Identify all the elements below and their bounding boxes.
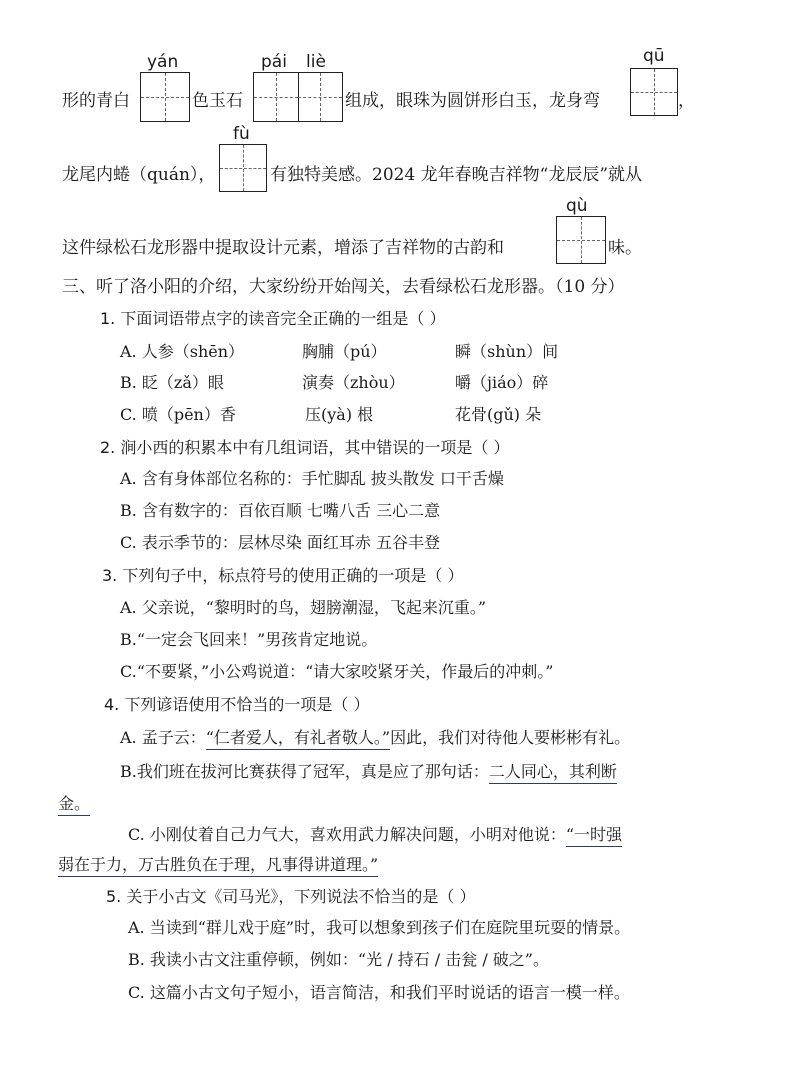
- passage-text: 色玉石: [192, 91, 243, 111]
- question-5: 5. 关于小古文《司马光》，下列说法不恰当的是（ ）: [106, 887, 476, 906]
- option-a: A. 含有身体部位名称的：手忙脚乱 披头散发 口干舌燥: [120, 469, 504, 488]
- option-a-text: 因此，我们对待他人要彬彬有礼。: [390, 728, 631, 747]
- tianzige-box[interactable]: [253, 72, 343, 122]
- underlined-proverb: 金。: [58, 794, 90, 816]
- option-c: [128, 822, 622, 845]
- option-c-cont: [58, 852, 378, 875]
- passage-text: ，: [678, 91, 695, 111]
- pinyin-fu: fù: [233, 124, 250, 144]
- option-a2: 胸脯（pú）: [302, 342, 387, 361]
- option-a: A. 当读到“群儿戏于庭”时，我可以想象到孩子们在庭院里玩耍的情景。: [128, 918, 631, 937]
- option-a: A. 父亲说，“黎明时的鸟，翅膀潮湿，飞起来沉重。”: [120, 598, 487, 617]
- question-1: 1. 下面词语带点字的读音完全正确的一组是（ ）: [100, 309, 446, 328]
- option-c1: C. 喷（pēn）香: [120, 405, 236, 424]
- underlined-proverb: 弱在于力，万古胜负在于理，: [58, 855, 266, 877]
- option-c2: 压(yà) 根: [305, 405, 374, 424]
- pinyin-pai: pái: [261, 52, 287, 72]
- pinyin-lie: liè: [306, 52, 326, 72]
- option-c: C. 表示季节的：层林尽染 面红耳赤 五谷丰登: [120, 533, 441, 552]
- option-a1: A. 人参（shēn）: [120, 342, 245, 361]
- tianzige-box[interactable]: [630, 68, 678, 116]
- option-c3: 花骨(gǔ) 朵: [455, 405, 542, 424]
- passage-text: 龙尾内蜷（quán），: [62, 165, 216, 185]
- underlined-proverb: “一时强: [566, 825, 622, 847]
- option-a: [120, 725, 630, 748]
- option-b-cont: [58, 791, 90, 814]
- pinyin-yan: yán: [147, 52, 179, 72]
- option-b3: 嚼（jiáo）碎: [455, 373, 549, 392]
- underlined-proverb: “仁者爱人，有礼者敬人。”: [206, 728, 390, 750]
- question-2: 2. 涧小西的积累本中有几组词语，其中错误的一项是（ ）: [100, 438, 510, 457]
- tianzige-box[interactable]: [556, 216, 606, 264]
- pinyin-qu2: qù: [566, 196, 588, 216]
- option-a3: 瞬（shùn）间: [455, 342, 559, 361]
- underlined-proverb: 二人同心，其利断: [489, 762, 617, 784]
- pinyin-qu1: qū: [643, 46, 665, 66]
- option-c-text: C. 小刚仗着自己力气大，喜欢用武力解决问题，小明对他说：: [128, 825, 566, 844]
- passage-text: 味。: [608, 238, 642, 258]
- option-b: B. 含有数字的：百依百顺 七嘴八舌 三心二意: [120, 501, 441, 520]
- option-b: [120, 759, 617, 782]
- tianzige-box[interactable]: [140, 72, 190, 122]
- option-b-text: B.我们班在拔河比赛获得了冠军，真是应了那句话：: [120, 762, 489, 781]
- passage-text: 这件绿松石龙形器中提取设计元素，增添了吉祥物的古韵和: [62, 238, 504, 258]
- question-3: 3. 下列句子中，标点符号的使用正确的一项是（ ）: [102, 566, 464, 585]
- option-b: B.“一定会飞回来！”男孩肯定地说。: [120, 630, 378, 649]
- option-b: B. 我读小古文注重停顿，例如：“光 / 持石 / 击瓮 / 破之”。: [128, 950, 549, 969]
- option-b2: 演奏（zhòu）: [302, 373, 405, 392]
- passage-text: 组成，眼珠为圆饼形白玉，龙身弯: [345, 91, 600, 111]
- tianzige-box[interactable]: [219, 144, 267, 192]
- option-c: C. 这篇小古文句子短小，语言简洁，和我们平时说话的语言一模一样。: [128, 983, 630, 1002]
- question-4: 4. 下列谚语使用不恰当的一项是（ ）: [104, 695, 370, 714]
- passage-text: 形的青白: [62, 91, 130, 111]
- option-b1: B. 眨（zǎ）眼: [120, 373, 224, 392]
- section-title: 三、听了洛小阳的介绍，大家纷纷开始闯关，去看绿松石龙形器。（10 分）: [62, 277, 625, 297]
- passage-text: 有独特美感。2024 龙年春晚吉祥物“龙辰辰”就从: [270, 165, 643, 185]
- underlined-proverb: 凡事得讲道理。”: [266, 855, 378, 877]
- option-c: C.“不要紧，”小公鸡说道：“请大家咬紧牙关，作最后的冲刺。”: [120, 662, 554, 681]
- option-a-text: A. 孟子云：: [120, 728, 206, 747]
